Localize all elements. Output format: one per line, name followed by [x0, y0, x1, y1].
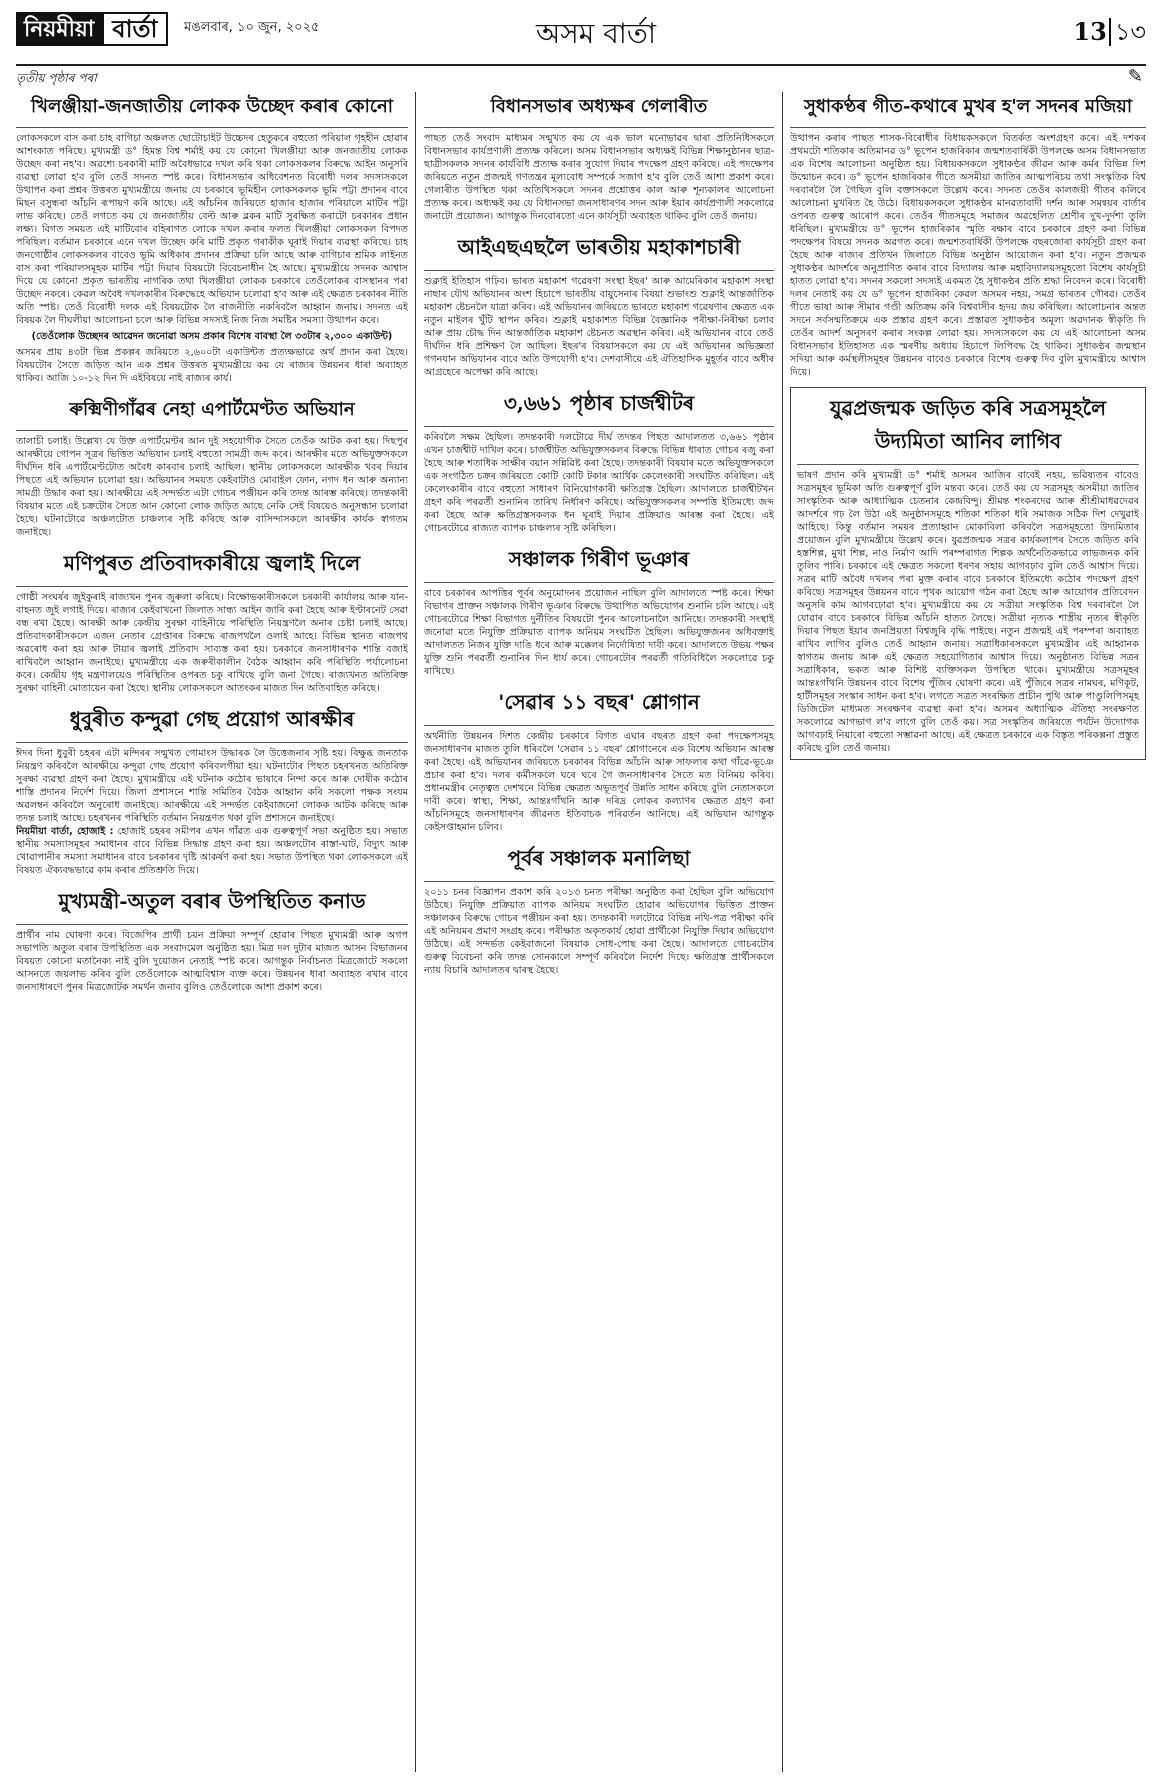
page-number	[1073, 14, 1146, 54]
story	[790, 90, 1146, 379]
headline: সঞ্চালক গিৰীণ ভূঞাৰ	[424, 543, 774, 583]
story	[16, 90, 408, 385]
story	[790, 387, 1146, 760]
headline: 'সেৱাৰ ১১ বছৰ' শ্লোগান	[424, 686, 774, 726]
column-right	[790, 90, 1146, 1770]
headline: যুৱপ্ৰজন্মক জড়িত কৰি সত্ৰসমূহলৈ উদ্যমিতা আনিব লাগিব	[797, 392, 1139, 465]
story-body: ঈদৰ দিনা ধুবুৰী চহৰৰ এটা মন্দিৰৰ সন্মুখত গোমাংস উদ্ধাৰক লৈ উত্তেজনাৰ সৃষ্টি হয়। বিক্ষুব্ধ জনতাক নিয়ন্ত্ৰণ কৰিবলৈ আৰক্ষীয়ে কন্দুৱা গেছ প্ৰয়োগ কৰিবলগীয়া হয়। ঘটনাটোৰ পিছত চহৰখনত অতিৰিক্ত সুৰক্ষা ব্যৱস্থা গ্ৰহণ কৰা হৈছে। মুখ্যমন্ত্ৰীয়ে এই ঘটনাক কঠোৰ ভাষাৰে নিন্দা কৰে আৰু দোষীক কঠোৰ শাস্তি প্ৰদানৰ নিৰ্দেশ দিয়ে। জিলা প্ৰশাসনে শান্তি সমিতিৰ বৈঠক আহ্বান কৰি সকলো পক্ষক সংযম অৱলম্বন কৰিবলৈ অনুৰোধ জনাইছে। আৰক্ষীয়ে এই সন্দৰ্ভত কেইবাজনো লোকক আটক কৰিছে আৰু তদন্ত চলাই আছে। চহৰখনৰ পৰিস্থিতি বৰ্তমান নিয়ন্ত্ৰণত থকা বুলি প্ৰশাসনে জনাইছে।	[16, 748, 408, 824]
story	[424, 90, 774, 223]
page-number-latin: 13	[1073, 17, 1107, 46]
story	[16, 393, 408, 539]
headline: ধুবুৰীত কন্দুৱা গেছ প্ৰয়োগ আৰক্ষীৰ	[16, 703, 408, 743]
story-body: লোকসকলে বাস কৰা চাহ বাগিচা অঞ্চলত ছোটোচাইট উচ্চেদৰ হেতুকৰে বহুতো পৰিয়াল গৃহহীন হোৱাৰ আশংকাত পৰিছে। মুখ্যমন্ত্ৰী ড° হিমন্ত বিশ্ব শৰ্মাই কয় যে কোনো খিলঞ্জীয়া আৰু জনজাতীয় লোকক উচ্ছেদ কৰা নহ'ব। অৱশ্যে চৰকাৰী মাটি অবৈধভাৱে দখল কৰি থকা লোকসকলৰ বিৰুদ্ধে আইন অনুসৰি ব্যৱস্থা লোৱা হ'ব বুলি তেওঁ সদনত স্পষ্ট কৰে। বিধানসভাৰ অধিবেশনত বিৰোধী দলৰ সদস্যসকলে উত্থাপন কৰা প্ৰশ্নৰ উত্তৰত মুখ্যমন্ত্ৰীয়ে জনায় যে চৰকাৰে ভূমিহীন লোকসকলক ভূমি পট্টা প্ৰদানৰ বাবে মিছন বসুন্ধৰা আঁচনি ৰূপায়ণ কৰি আছে। এই আঁচনিৰ জৰিয়তে হাজাৰ হাজাৰ পৰিয়ালে মাটিৰ পট্টা লাভ কৰিছে। তেওঁ লগতে কয় যে জনজাতীয় বেল্ট আৰু ব্লকৰ মাটি সুৰক্ষিত কৰাটো চৰকাৰৰ প্ৰধান লক্ষ্য। বিগত সময়ত এই মাটিবোৰ বহিৰাগত লোকে দখল কৰাৰ ফলত খিলঞ্জীয়া লোকসকল বিপদত পৰিছিল। বৰ্তমান চৰকাৰে এনে দখল উচ্ছেদ কৰি মাটি প্ৰকৃত গৰাকীক ঘূৰাই দিয়াৰ ব্যৱস্থা কৰিছে। চাহ জনগোষ্ঠীৰ লোকসকলৰ বাবেও ভূমি অধিকাৰ প্ৰদানৰ প্ৰক্ৰিয়া চলি আছে আৰু বাগিচাৰ শ্ৰমিক লাইনত বাস কৰা পৰিয়ালসমূহক মাটিৰ পট্টা দিয়াৰ বিষয়টো বিবেচনাধীন হৈ আছে। মুখ্যমন্ত্ৰীয়ে সদনক আশ্বাস দিয়ে যে কোনো প্ৰকৃত ভাৰতীয় নাগৰিক তথা খিলঞ্জীয়া লোকক চৰকাৰে তেওঁলোকৰ বাসস্থানৰ পৰা উচ্ছেদ নকৰে। কেৱল অবৈধ দখলকাৰীৰ বিৰুদ্ধেহে অভিযান চলোৱা হ'ব আৰু এই ক্ষেত্ৰত চৰকাৰৰ নীতি অতি স্পষ্ট। তেওঁ বিৰোধী দলক এই বিষয়টোক লৈ ৰাজনীতি নকৰিবলৈ আহ্বান জনায়। সদনত এই বিষয়ক লৈ দীঘলীয়া আলোচনা চলে আৰু বিভিন্ন সদস্যই নিজ নিজ সমষ্টিৰ সমস্যা উত্থাপন কৰে।	[16, 133, 408, 326]
story-body-text: হোজাই চহৰৰ সমীপৰ এখন গাঁৱত এক গুৰুত্বপূৰ্ণ সভা অনুষ্ঠিত হয়। সভাত স্থানীয় সমস্যাসমূহৰ সমাধানৰ বাবে বিভিন্ন সিদ্ধান্ত গ্ৰহণ কৰা হয়। অঞ্চলটোৰ ৰাস্তা-ঘাট, বিদ্যুৎ আৰু খোৱাপানীৰ সমস্যা সমাধানৰ বাবে চৰকাৰৰ দৃষ্টি আকৰ্ষণ কৰা হয়। সভাত উপস্থিত থকা লোকসকলে এই বিষয়ত ঐক্যবদ্ধভাৱে কাম কৰাৰ প্ৰতিশ্ৰুতি দিয়ে।	[16, 826, 408, 876]
newspaper-logo	[16, 12, 168, 46]
headline: বিধানসভাৰ অধ্যক্ষৰ গেলাৰীত	[424, 90, 774, 128]
story	[424, 387, 774, 535]
headline: ৰুক্মিণীগাঁৱৰ নেহা এপাৰ্টমেণ্টত অভিযান	[16, 393, 408, 431]
column-middle	[424, 90, 774, 1770]
page-number-local: ১৩	[1109, 18, 1146, 46]
story-body: পাছত তেওঁ সংবাদ মাধ্যমৰ সন্মুখত কয় যে এক ভাল মনোভাৱৰ দ্বাৰা প্ৰতিনিধিসকলে বিধানসভাৰ কাৰ্যপ্ৰণালী প্ৰত্যক্ষ কৰিলে। অসম বিধানসভাৰ অধ্যক্ষই বিভিন্ন শিক্ষানুষ্ঠানৰ ছাত্ৰ-ছাত্ৰীসকলক সদনৰ কাৰ্যবিধি প্ৰত্যক্ষ কৰাৰ সুযোগ দিয়াৰ পদক্ষেপ গ্ৰহণ কৰিছে। এই পদক্ষেপৰ জৰিয়তে নতুন প্ৰজন্মই গণতন্ত্ৰৰ মূল্যবোধ সম্পৰ্কে সজাগ হ'ব বুলি তেওঁ আশা প্ৰকাশ কৰে। গেলাৰীত উপস্থিত থকা অতিথিসকলে সদনৰ প্ৰশ্নোত্তৰ কাল আৰু শূন্যকালৰ আলোচনা প্ৰত্যক্ষ কৰে। অধ্যক্ষই কয় যে বিধানসভা জনসাধাৰণৰ সদন আৰু ইয়াৰ কাৰ্যপ্ৰণালী সকলোৱে জনাটো প্ৰয়োজন। আগন্তুক দিনবোৰতো এনে কাৰ্যসূচী অব্যাহত থাকিব বুলি তেওঁ জনায়।	[424, 133, 774, 222]
ornament-icon: ✎	[1127, 66, 1143, 87]
headline: মণিপুৰত প্ৰতিবাদকাৰীয়ে জ্বলাই দিলে	[16, 547, 408, 587]
continued-note: তৃতীয় পৃষ্ঠাৰ পৰা	[16, 71, 97, 85]
headline: খিলঞ্জীয়া-জনজাতীয় লোকক উচ্ছেদ কৰাৰ কোনো	[16, 90, 408, 128]
story-body: শুক্লাই ইতিহাস গঢ়িব। ভাৰত মহাকাশ গৱেষণা সংস্থা ইছৰ' আৰু আমেৰিকাৰ মহাকাশ সংস্থা নাছাৰ যৌথ অভিযানৰ অংশ হিচাপে ভাৰতীয় বায়ুসেনাৰ বিষয়া শুভাংশু শুক্লাই আন্তৰ্জাতিক মহাকাশ ষ্টেচনলৈ যাত্ৰা কৰিব। এই অভিযানৰ জৰিয়তে ভাৰতে মহাকাশ গৱেষণাৰ ক্ষেত্ৰত এক নতুন মাইলৰ খুঁটি স্থাপন কৰিব। শুক্লাই মহাকাশত বিভিন্ন বৈজ্ঞানিক পৰীক্ষা-নিৰীক্ষা চলাব আৰু প্ৰায় চৌদ্ধ দিন আন্তৰ্জাতিক মহাকাশ ষ্টেচনত অৱস্থান কৰিব। এই অভিযানৰ বাবে তেওঁ দীৰ্ঘদিন ধৰি প্ৰশিক্ষণ লৈ আছিল। ইছৰ'ৰ বিষয়াসকলে কয় যে এই অভিযানৰ অভিজ্ঞতা গগনযান অভিযানৰ বাবে অতি উপযোগী হ'ব। দেশবাসীয়ে এই ঐতিহাসিক মুহূৰ্তৰ বাবে অধীৰ আগ্ৰহেৰে অপেক্ষা কৰি আছে।	[424, 276, 774, 378]
issue-date: মঙলবাৰ, ১০ জুন, ২০২৫	[184, 20, 320, 35]
story-body: কৰিবলৈ সক্ষম হৈছিল। তদন্তকাৰী দলটোৱে দীৰ্ঘ তদন্তৰ পিছত আদালতত ৩,৬৬১ পৃষ্ঠাৰ এখন চাৰ্জশ্বীট দাখিল কৰে। চাৰ্জশ্বীটত অভিযুক্তসকলৰ বিৰুদ্ধে বিভিন্ন ধাৰাত গোচৰ ৰজু কৰা হৈছে আৰু শতাধিক সাক্ষীৰ বয়ান সন্নিৱিষ্ট কৰা হৈছে। তদন্তকাৰী বিষয়াৰ মতে অভিযুক্তসকলে এক সংগঠিত চক্ৰৰ জৰিয়তে কোটি কোটি টকাৰ আৰ্থিক কেলেংকাৰী সংঘটিত কৰিছিল। এই কেলেংকাৰীৰ বাবে বহুতো সাধাৰণ বিনিয়োগকাৰী ক্ষতিগ্ৰস্ত হৈছিল। আদালতে চাৰ্জশ্বীটখন গ্ৰহণ কৰি পৰৱৰ্তী শুনানিৰ তাৰিখ নিৰ্ধাৰণ কৰিছে। অভিযুক্তসকলৰ সম্পত্তি ইতিমধ্যে জব্দ কৰা হৈছে আৰু ক্ষতিগ্ৰস্তসকলক ধন ঘূৰাই দিয়াৰ প্ৰক্ৰিয়াও আৰম্ভ কৰা হৈছে। এই গোচৰটোৱে ৰাজ্যত ব্যাপক চাঞ্চল্যৰ সৃষ্টি কৰিছিল।	[424, 432, 774, 534]
story-body	[16, 825, 408, 877]
headline: সুধাকণ্ঠৰ গীত-কথাৰে মুখৰ হ'ল সদনৰ মজিয়া	[790, 90, 1146, 128]
headline: আইএছএছলৈ ভাৰতীয় মহাকাশচাৰী	[424, 231, 774, 271]
story	[424, 543, 774, 678]
story	[16, 885, 408, 994]
logo-left: নিয়মীয়া	[16, 12, 102, 46]
column-left	[16, 90, 408, 1770]
story	[16, 703, 408, 877]
column-divider	[415, 92, 416, 1772]
story-body: প্ৰাৰ্থীৰ নাম ঘোষণা কৰে। বিজেপিৰ প্ৰাৰ্থী চয়ন প্ৰক্ৰিয়া সম্পূৰ্ণ হোৱাৰ পিছত মুখ্যমন্ত্ৰী আৰু অগপ সভাপতি অতুল বৰাৰ উপস্থিতিত এক সংবাদমেল অনুষ্ঠিত হয়। মিত্ৰ দল দুটাৰ মাজত আসন বিভাজনৰ বিষয়ত কোনো মতানৈক্য নাই বুলি দুয়োজন নেতাই স্পষ্ট কৰে। আগন্তুক নিৰ্বাচনত মিত্ৰজোটে সকলো আসনতে জয়লাভ কৰিব বুলি তেওঁলোকে আত্মবিশ্বাস ব্যক্ত কৰে। উন্নয়নৰ ধাৰা অব্যাহত ৰখাৰ বাবে জনসাধাৰণে পুনৰ মিত্ৰজোটক সমৰ্থন জনাব বুলিও তেওঁলোকে আশা প্ৰকাশ কৰে।	[16, 930, 408, 993]
story-body: অৰ্থনীতি উন্নয়নৰ দিশত কেন্দ্ৰীয় চৰকাৰে বিগত এঘাৰ বছৰত গ্ৰহণ কৰা পদক্ষেপসমূহ জনসাধাৰণৰ মাজত তুলি ধৰিবলৈ 'সেৱাৰ ১১ বছৰ' শ্লোগানেৰে এক বিশেষ অভিযান আৰম্ভ কৰা হৈছে। এই অভিযানৰ জৰিয়তে চৰকাৰৰ বিভিন্ন আঁচনি আৰু সাফল্যৰ কথা গাঁৱে-ভূঞে প্ৰচাৰ কৰা হ'ব। দলৰ কৰ্মীসকলে ঘৰে ঘৰে গৈ জনসাধাৰণৰ সৈতে মত বিনিময় কৰিব। প্ৰধানমন্ত্ৰীৰ নেতৃত্বত দেশখনে বিভিন্ন ক্ষেত্ৰত অভূতপূৰ্ব উন্নতি সাধন কৰিছে বুলি নেতাসকলে দাবী কৰে। স্বাস্থ্য, শিক্ষা, আন্তঃগাঁথনি আৰু দৰিদ্ৰ লোকৰ কল্যাণৰ ক্ষেত্ৰত গ্ৰহণ কৰা আঁচনিসমূহে জনসাধাৰণৰ জীৱনত ইতিবাচক পৰিৱৰ্তন আনিছে। এই অভিযান আগন্তুক কেইসপ্তাহমান চলিব।	[424, 731, 774, 833]
story-body: গোষ্ঠী সংঘৰ্ষৰ জুইকুৰাই ৰাজ্যখন পুনৰ জুৰুলা কৰিছে। বিক্ষোভকাৰীসকলে চৰকাৰী কাৰ্যালয় আৰু যান-বাহনত জুই লগাই দিয়ে। ৰাজ্যৰ কেইবাখনো জিলাত সান্ধ্য আইন জাৰি কৰা হৈছে আৰু ইণ্টাৰনেট সেৱা বন্ধ ৰখা হৈছে। আৰক্ষী আৰু কেন্দ্ৰীয় সুৰক্ষা বাহিনীয়ে পৰিস্থিতি নিয়ন্ত্ৰণলৈ অনাৰ চেষ্টা চলাই আছে। প্ৰতিবাদকাৰীসকলে এজন নেতাৰ গ্ৰেপ্তাৰৰ বিৰুদ্ধে ৰাজপথলৈ ওলাই আহে। বিভিন্ন স্থানত ৰাজপথ অৱৰোধ কৰা হয় আৰু টায়াৰ জ্বলাই প্ৰতিবাদ সাব্যস্ত কৰা হয়। চৰকাৰে জনসাধাৰণক শান্তি বজাই ৰাখিবলৈ আহ্বান জনাইছে। মুখ্যমন্ত্ৰীয়ে এক জৰুৰীকালীন বৈঠক আহ্বান কৰি পৰিস্থিতি পৰ্যালোচনা কৰে। কেন্দ্ৰীয় গৃহ মন্ত্ৰণালয়েও পৰিস্থিতিৰ ওপৰত চকু ৰাখিছে বুলি জনা গৈছে। ৰাজ্যখনত অতিৰিক্ত সুৰক্ষা বাহিনী মোতায়েন কৰা হৈছে। স্থানীয় লোকসকলে আতংকৰ মাজত দিন অতিবাহিত কৰিছে।	[16, 592, 408, 694]
masthead	[16, 8, 1146, 66]
story-body: তালাচী চলাই। উল্লেখ্য যে উক্ত এপাৰ্টমেণ্টৰ আন দুই সহযোগীক সৈতে তেওঁক আটক কৰা হয়। দিছপুৰ আৰক্ষীয়ে গোপন সূত্ৰৰ ভিত্তিত অভিযান চলাই বহুতো সামগ্ৰী জব্দ কৰে। আৰক্ষীৰ মতে অভিযুক্তসকলে দীৰ্ঘদিন ধৰি এপাৰ্টমেণ্টটোত অবৈধ কাৰবাৰ চলাই আছিল। স্থানীয় লোকসকলে আৰক্ষীক খবৰ দিয়াৰ পিছতে এই অভিযান চলোৱা হয়। অভিযানৰ সময়ত কেইবাটাও মোবাইল ফোন, নগদ ধন আৰু অন্যান্য সামগ্ৰী উদ্ধাৰ কৰা হয়। আৰক্ষীয়ে এই সন্দৰ্ভত এটা গোচৰ পঞ্জীয়ন কৰি তদন্ত আৰম্ভ কৰিছে। তদন্তকাৰী বিষয়াৰ মতে এই চক্ৰটোৰ সৈতে আন কোনো লোক জড়িত আছে নেকি সেই বিষয়েও অনুসন্ধান চলোৱা হৈছে। ঘটনাটোৱে অঞ্চলটোত চাঞ্চল্যৰ সৃষ্টি কৰিছে আৰু বাসিন্দাসকলে আৰক্ষীৰ কাৰ্যক স্বাগতম জনাইছে।	[16, 436, 408, 538]
headline: পূৰ্বৰ সঞ্চালক মনালিছা	[424, 842, 774, 882]
story-body: অসমৰ প্ৰায় ৪৩টা ভিন্ন প্ৰকল্পৰ জৰিয়তে ২,৬০০টা একাউন্টত প্ৰত্যক্ষভাৱে অৰ্থ প্ৰদান কৰা হৈছে। বিষয়টোৰ সৈতে জড়িত আন এক প্ৰশ্নৰ উত্তৰত মুখ্যমন্ত্ৰীয়ে কয় যে ৰাজ্যৰ উন্নয়নৰ ধাৰা অব্যাহত থাকিব। আজি ১০-১২ দিন দি এইবিষয়ে নাই ৰাজ্যৰ কাৰ্য।	[16, 347, 408, 384]
headline: ৩,৬৬১ পৃষ্ঠাৰ চাৰ্জশ্বীটৰ	[424, 387, 774, 427]
byline: নিয়মীয়া বাৰ্তা, হোজাই :	[16, 826, 114, 837]
story	[16, 547, 408, 695]
story-body: উত্থাপন কৰাৰ পাছত শাসক-বিৰোধীৰ বিধায়কসকলে বিতৰ্কত অংশগ্ৰহণ কৰে। এই দশকৰ প্ৰথমটো শতিকাৰ অতিমানৱ ড° ভূপেন হাজৰিকাৰ জন্মশতবাৰ্ষিকী উপলক্ষে অসম বিধানসভাত এক বিশেষ আলোচনা অনুষ্ঠিত হয়। বিধায়কসকলে সুধাকণ্ঠৰ জীৱন আৰু কৰ্মৰ বিভিন্ন দিশ উন্মোচন কৰে। ড° ভূপেন হাজৰিকাৰ গীতে অসমীয়া জাতিৰ আত্মপৰিচয় তথা সংস্কৃতিক বিশ্ব দৰবাৰলৈ লৈ গৈছিল বুলি বক্তাসকলে উল্লেখ কৰে। সদনত তেওঁৰ কালজয়ী গীতৰ কলিৰে আলোচনা মুখৰিত হৈ উঠে। বিধায়কসকলে সুধাকণ্ঠৰ মানৱতাবাদী দৰ্শন আৰু সমন্বয়ৰ বাৰ্তাৰ ওপৰত গুৰুত্ব আৰোপ কৰে। তেওঁৰ গীতসমূহে সমাজৰ অৱহেলিত শ্ৰেণীৰ দুখ-দুৰ্দশা তুলি ধৰিছিল। মুখ্যমন্ত্ৰীয়ে ড° ভূপেন হাজৰিকাৰ স্মৃতি ৰক্ষাৰ বাবে চৰকাৰে গ্ৰহণ কৰা বিভিন্ন পদক্ষেপৰ বিষয়ে সদনক অৱগত কৰে। জন্মশতবাৰ্ষিকী উপলক্ষে বছৰজোৰা কাৰ্যসূচী গ্ৰহণ কৰা হৈছে আৰু ৰাজ্যৰ প্ৰতিখন জিলাতে বিভিন্ন অনুষ্ঠান আয়োজন কৰা হ'ব। নতুন প্ৰজন্মক সুধাকণ্ঠৰ আদৰ্শৰে অনুপ্ৰাণিত কৰাৰ বাবে বিদ্যালয় আৰু মহাবিদ্যালয়সমূহতো বিশেষ কাৰ্যসূচী হাতত লোৱা হ'ব। সদনৰ সকলো সদস্যই একমত হৈ সুধাকণ্ঠৰ প্ৰতি শ্ৰদ্ধা নিবেদন কৰে। বিৰোধী দলৰ নেতাই কয় যে ড° ভূপেন হাজৰিকা কেৱল অসমৰ নহয়, সমগ্ৰ ভাৰতৰ গৌৰৱ। তেওঁৰ গীতে ভাষা আৰু সীমাৰ গণ্ডী অতিক্ৰম কৰি বিশ্ববাসীৰ হৃদয় জয় কৰিছিল। আলোচনাৰ অন্তত সদনে সৰ্বসন্মতিক্ৰমে এক প্ৰস্তাৱ গ্ৰহণ কৰে। প্ৰস্তাৱত সুধাকণ্ঠৰ অমূল্য অৱদানক স্বীকৃতি দি তেওঁৰ আদৰ্শ অনুসৰণ কৰাৰ সংকল্প লোৱা হয়। সদস্যসকলে কয় যে এই আলোচনা অসম বিধানসভাৰ ইতিহাসত এক স্মৰণীয় অধ্যায় হিচাপে লিপিবদ্ধ হৈ থাকিব। সুধাকণ্ঠৰ জন্মস্থান সদিয়া আৰু কৰ্মস্থলীসমূহৰ উন্নয়নৰ বাবেও চৰকাৰে বিশেষ গুৰুত্ব দিব বুলি মুখ্যমন্ত্ৰীয়ে আশ্বাস দিয়ে।	[790, 133, 1146, 378]
story-body: বাবে চৰকাৰৰ আপত্তিৰ পূৰ্বৰ অনুমোদনৰ প্ৰয়োজন নাছিল বুলি আদালতে স্পষ্ট কৰে। শিক্ষা বিভাগৰ প্ৰাক্তন সঞ্চালক গিৰীণ ভূঞাৰ বিৰুদ্ধে উত্থাপিত অভিযোগৰ শুনানি চলি আছে। এই গোচৰটোৱে শিক্ষা বিভাগত দুৰ্নীতিৰ বিষয়টো পুনৰ আলোচনালৈ আনিছে। তদন্তকাৰী সংস্থাই জনোৱা মতে নিযুক্তি প্ৰক্ৰিয়াত ব্যাপক অনিয়ম সংঘটিত হৈছিল। অভিযুক্তজনৰ অধিবক্তাই আদালতত নিজৰ যুক্তি দাঙি ধৰে আৰু মক্কেলৰ নিৰ্দোষিতা দাবী কৰে। আদালতে উভয় পক্ষৰ যুক্তি শুনি পৰৱৰ্তী শুনানিৰ দিন ধাৰ্য কৰে। গোচৰটোৰ পৰৱৰ্তী গতিবিধিলৈ সকলোৱে চকু ৰাখিছে।	[424, 588, 774, 677]
section-title: অসম বাৰ্তা	[536, 17, 657, 50]
logo-right: বাৰ্তা	[102, 12, 167, 46]
headline: মুখ্যমন্ত্ৰী-অতুল বৰাৰ উপস্থিতিত কনাড	[16, 885, 408, 925]
story	[424, 686, 774, 834]
story	[424, 842, 774, 977]
story-body: ভাষণ প্ৰদান কৰি মুখ্যমন্ত্ৰী ড° শৰ্মাই অসমৰ আজিৰ বাবেই নহয়, ভৱিষ্যতৰ বাবেও সত্ৰসমূহৰ ভূমিকা অতি গুৰুত্বপূৰ্ণ বুলি মন্তব্য কৰে। তেওঁ কয় যে সত্ৰসমূহ অসমীয়া জাতিৰ সাংস্কৃতিক আৰু আধ্যাত্মিক চেতনাৰ কেন্দ্ৰবিন্দু। শ্ৰীমন্ত শংকৰদেৱ আৰু শ্ৰীশ্ৰীমাধৱদেৱৰ আদৰ্শৰে গঢ় লৈ উঠা এই অনুষ্ঠানসমূহে শতিকা শতিকা ধৰি সমাজক সঠিক দিশ দেখুৱাই আহিছে। কিন্তু বৰ্তমান সময়ৰ প্ৰত্যাহ্বান মোকাবিলা কৰিবলৈ সত্ৰসমূহতো উদ্যমিতাৰ প্ৰয়োজন বুলি মুখ্যমন্ত্ৰীয়ে উল্লেখ কৰে। যুৱপ্ৰজন্মক সত্ৰৰ কাৰ্যকলাপৰ সৈতে জড়িত কৰি হস্তশিল্প, মুখা শিল্প, নাও নিৰ্মাণ আদি পৰম্পৰাগত শিল্পক অৰ্থনৈতিকভাৱে লাভজনক কৰি তুলিব পাৰি। চৰকাৰে এই ক্ষেত্ৰত সকলো ধৰণৰ সহায় আগবঢ়াব বুলি তেওঁ আশ্বাস দিয়ে। সত্ৰৰ মাটি অবৈধ দখলৰ পৰা মুক্ত কৰাৰ বাবে চৰকাৰে ইতিমধ্যে কঠোৰ পদক্ষেপ গ্ৰহণ কৰিছে। সত্ৰসমূহৰ উন্নয়নৰ বাবে পৃথক আয়োগ গঠন কৰা হৈছে আৰু আয়োগৰ প্ৰতিবেদন অনুসৰি কাম আগবঢ়োৱা হ'ব। মুখ্যমন্ত্ৰীয়ে কয় যে সত্ৰীয়া সংস্কৃতিক বিশ্ব দৰবাৰলৈ লৈ যোৱাৰ বাবে চৰকাৰে বিভিন্ন আঁচনি হাতত লৈছে। সত্ৰীয়া নৃত্যক শাস্ত্ৰীয় নৃত্যৰ স্বীকৃতি দিয়াৰ পিছত ইয়াৰ জনপ্ৰিয়তা বিশ্বজুৰি বৃদ্ধি পাইছে। নতুন প্ৰজন্মই এই পৰম্পৰা অব্যাহত ৰাখিব লাগিব বুলিও তেওঁ আহ্বান জনায়। সত্ৰাধিকাৰসকলে মুখ্যমন্ত্ৰীৰ এই আহ্বানক স্বাগতম জনায় আৰু এই ক্ষেত্ৰত সহযোগিতাৰ আশ্বাস দিয়ে। অনুষ্ঠানত বিভিন্ন সত্ৰৰ সত্ৰাধিকাৰ, ভকত আৰু বিশিষ্ট ব্যক্তিসকল উপস্থিত থাকে। মুখ্যমন্ত্ৰীয়ে সত্ৰসমূহৰ আন্তঃগাঁথনি উন্নয়নৰ বাবে বিশেষ পুঁজিৰ ঘোষণা কৰে। এই পুঁজিৰে সত্ৰৰ নামঘৰ, মণিকূট, হাটীসমূহৰ সংস্কাৰ সাধন কৰা হ'ব। লগতে সত্ৰত সংৰক্ষিত প্ৰাচীন পুথি আৰু পাণ্ডুলিপিসমূহ ডিজিটেল মাধ্যমত সংৰক্ষণৰ ব্যৱস্থা কৰা হ'ব। অসমৰ অধ্যাত্মিক ঐতিহ্য সংৰক্ষণত সকলোৱে আগভাগ ল'ব লাগে বুলি তেওঁ কয়। সত্ৰ সংস্কৃতিৰ জৰিয়তে পৰ্যটন উদ্যোগক আগবঢ়াই নিয়াৰো বহুতো সম্ভাৱনা আছে। এই ক্ষেত্ৰত চৰকাৰে এক বিস্তৃত পৰিকল্পনা প্ৰস্তুত কৰিছে বুলি তেওঁ জনায়।	[797, 470, 1139, 754]
story	[424, 231, 774, 379]
story-subhead: (তেওঁলোক উচ্ছেদৰ আৱেদন জনোৱা অসম প্ৰকাৰ বিশেষ বাবস্থা লৈ ৩৩টাৰ ২,৩০০ একাউন্ট)	[31, 331, 393, 342]
column-divider	[782, 92, 783, 1772]
story-body: ২০১১ চনৰ বিজ্ঞাপন প্ৰকাশ কৰি ২০১৩ চনত পৰীক্ষা অনুষ্ঠিত কৰা হৈছিল বুলি অভিযোগ উঠিছে। নিযুক্তি প্ৰক্ৰিয়াত ব্যাপক অনিয়ম সংঘটিত হোৱাৰ অভিযোগৰ ভিত্তিত প্ৰাক্তন সঞ্চালকৰ বিৰুদ্ধে গোচৰ পঞ্জীয়ন কৰা হয়। তদন্তকাৰী দলটোৱে বিভিন্ন নথি-পত্ৰ পৰীক্ষা কৰি এই অনিয়মৰ প্ৰমাণ সংগ্ৰহ কৰে। পৰীক্ষাত অকৃতকাৰ্য হোৱা প্ৰাৰ্থীকো নিযুক্তি দিয়াৰ অভিযোগ উঠিছে। এই সন্দৰ্ভত কেইবাজনো বিষয়াক সোধ-পোছ কৰা হৈছে। আদালতে গোচৰটোৰ গুৰুত্ব বিবেচনা কৰি তদন্ত সোনকালে সম্পূৰ্ণ কৰিবলৈ নিৰ্দেশ দিছে। ক্ষতিগ্ৰস্ত প্ৰাৰ্থীসকলে ন্যায় বিচাৰি আদালতৰ দ্বাৰস্থ হৈছে।	[424, 887, 774, 976]
